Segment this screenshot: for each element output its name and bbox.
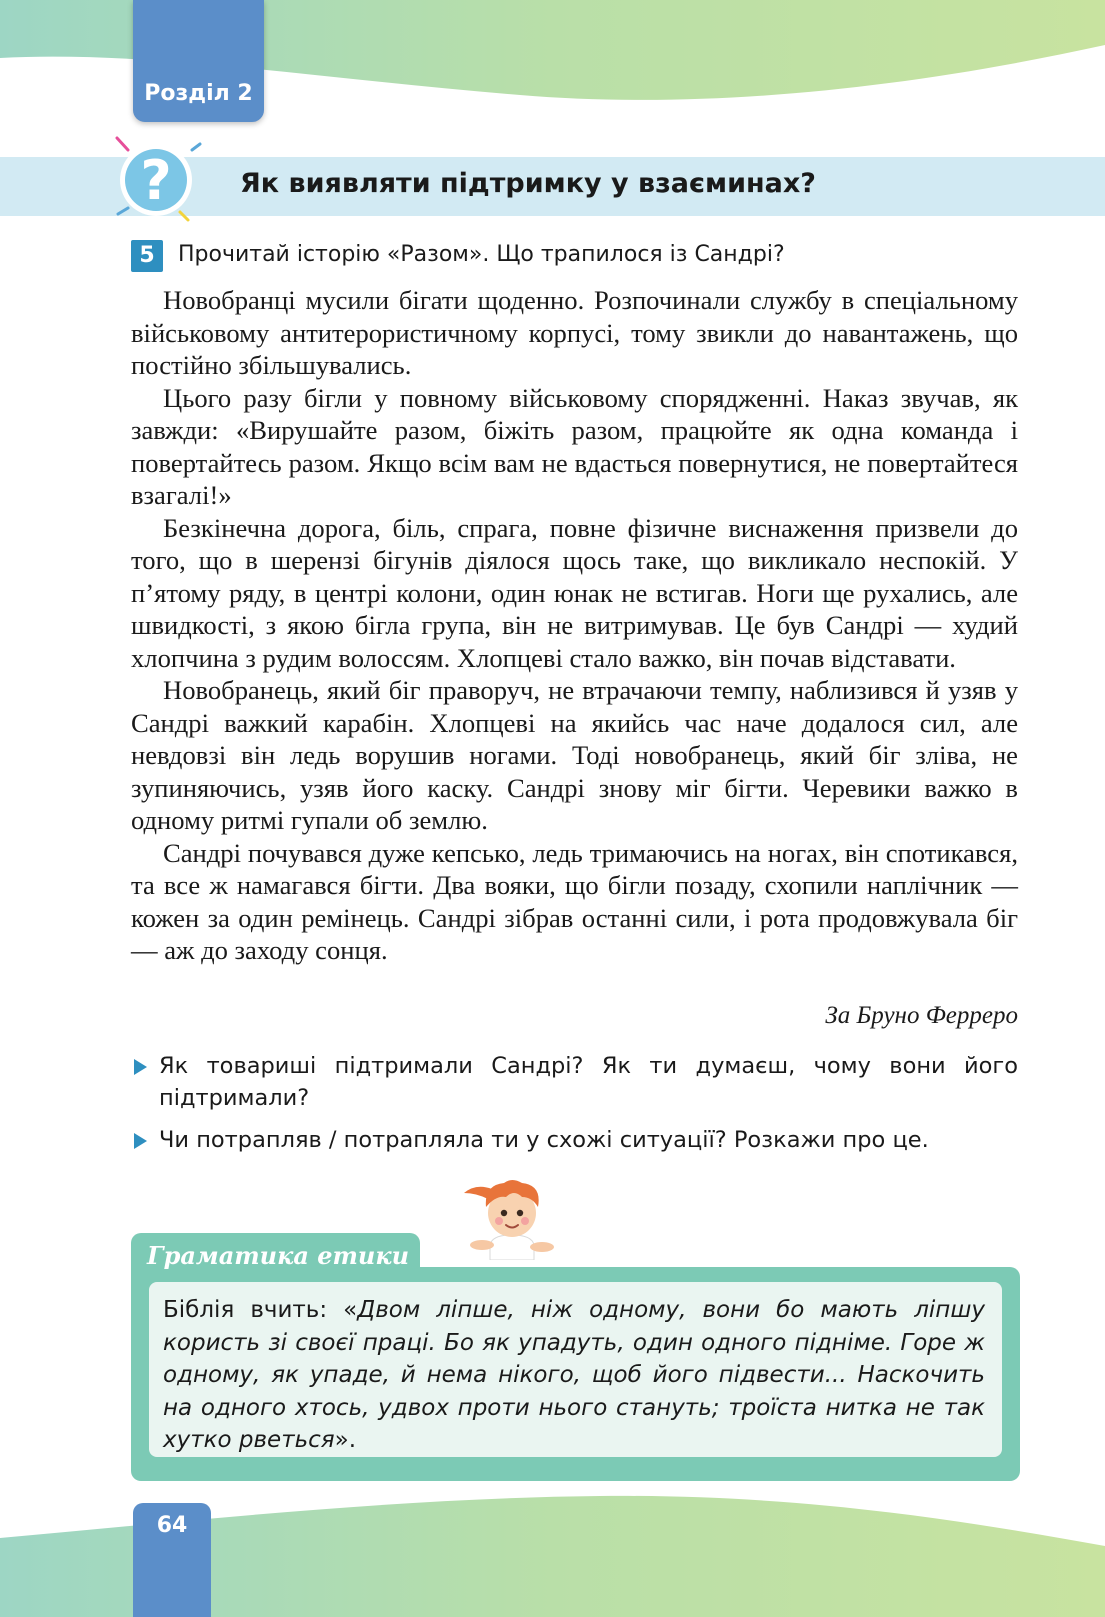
grammar-quote: Двом ліпше, ніж одному, вони бо мають ліпшу користь зі своєї праці. Бо як упадуть, один одного підніме. Горе ж одному, як упаде, й нема нікого, щоб його підвести... Наскочить на одного хтось, удвох проти нього стануть; троїста нитка не так хутко рветься [163,1297,985,1453]
task-text: Прочитай історію «Разом». Що трапилося із Сандрі? [178,242,785,267]
story-text [131,284,1018,967]
grammar-tab [131,1233,420,1279]
grammar-box [131,1267,1020,1481]
grammar-inner [149,1282,1002,1457]
grammar-outro: ». [334,1427,357,1453]
grammar-text [163,1294,985,1457]
grammar-intro: Біблія вчить: « [163,1297,358,1323]
story-paragraph: Сандрі почувався дуже кепсько, ледь тримаючись на ногах, він спотикався, та все ж намагався бігти. Два вояки, що бігли позаду, схопили наплічник — кожен за один ремінець. Сандрі зібрав останні сили, і рота продовжувала біг — аж до заходу сонця. [131,837,1018,965]
section-tab [133,0,264,122]
section-label: Розділ 2 [144,81,253,106]
question-list [131,1050,1018,1166]
story-paragraph: Новобранець, який біг праворуч, не втрачаючи темпу, наблизився й узяв у Сандрі важкий карабін. Хлопцеві на якийсь час наче додалося сил, але невдовзі він ледь ворушив ногами. Тоді новобранець, який біг зліва, не зупиняючись, узяв його каску. Сандрі знову міг бігти. Черевики важко в одному ритмі гупали об землю. [131,675,1018,835]
story-paragraph: Цього разу бігли у повному військовому спорядженні. Наказ звучав, як завжди: «Вирушайте разом, біжіть разом, працюйте як одна команда і повертайтесь разом. Якщо всім вам не вдасться повернутися, не повертайтеся взагалі!» [131,382,1018,510]
story-paragraph: Безкінечна дорога, біль, спрага, повне фізичне виснаження призвели до того, що в шерензі бігунів діялося щось таке, що викликало неспокій. У п’ятому ряду, в центрі колони, один юнак не встигав. Ноги ще рухались, але швидкості, з якою бігла група, він не витримував. Це був Сандрі — худий хлопчина з рудим волоссям. Хлопцеві стало важко, він почав відставати. [131,512,1018,673]
question-item [131,1124,1018,1156]
page-number: 64 [156,1513,188,1538]
boy-illustration [462,1175,562,1260]
question-text: Як товариші підтримали Сандрі? Як ти думаєш, чому вони його підтримали? [159,1053,1018,1111]
story-author: За Бруно Ферреро [825,1002,1018,1029]
triangle-bullet-icon [134,1133,147,1149]
svg-text:?: ? [140,149,172,212]
task [131,240,1011,276]
grammar-label: Граматика етики [147,1241,410,1270]
page-title: Як виявляти підтримку у взаєминах? [240,168,816,199]
question-text: Чи потрапляв / потрапляла ти у схожі ситуації? Розкажи про це. [159,1127,929,1153]
story-paragraph: Новобранці мусили бігати щоденно. Розпочинали службу в спеціальному військовому антитерористичному корпусі, тому звикли до навантажень, що постійно збільшувались. [131,285,1018,380]
triangle-bullet-icon [134,1059,147,1075]
page-number-tab [133,1503,211,1617]
question-icon [112,136,212,236]
task-number-badge: 5 [131,240,163,272]
question-item [131,1050,1018,1114]
